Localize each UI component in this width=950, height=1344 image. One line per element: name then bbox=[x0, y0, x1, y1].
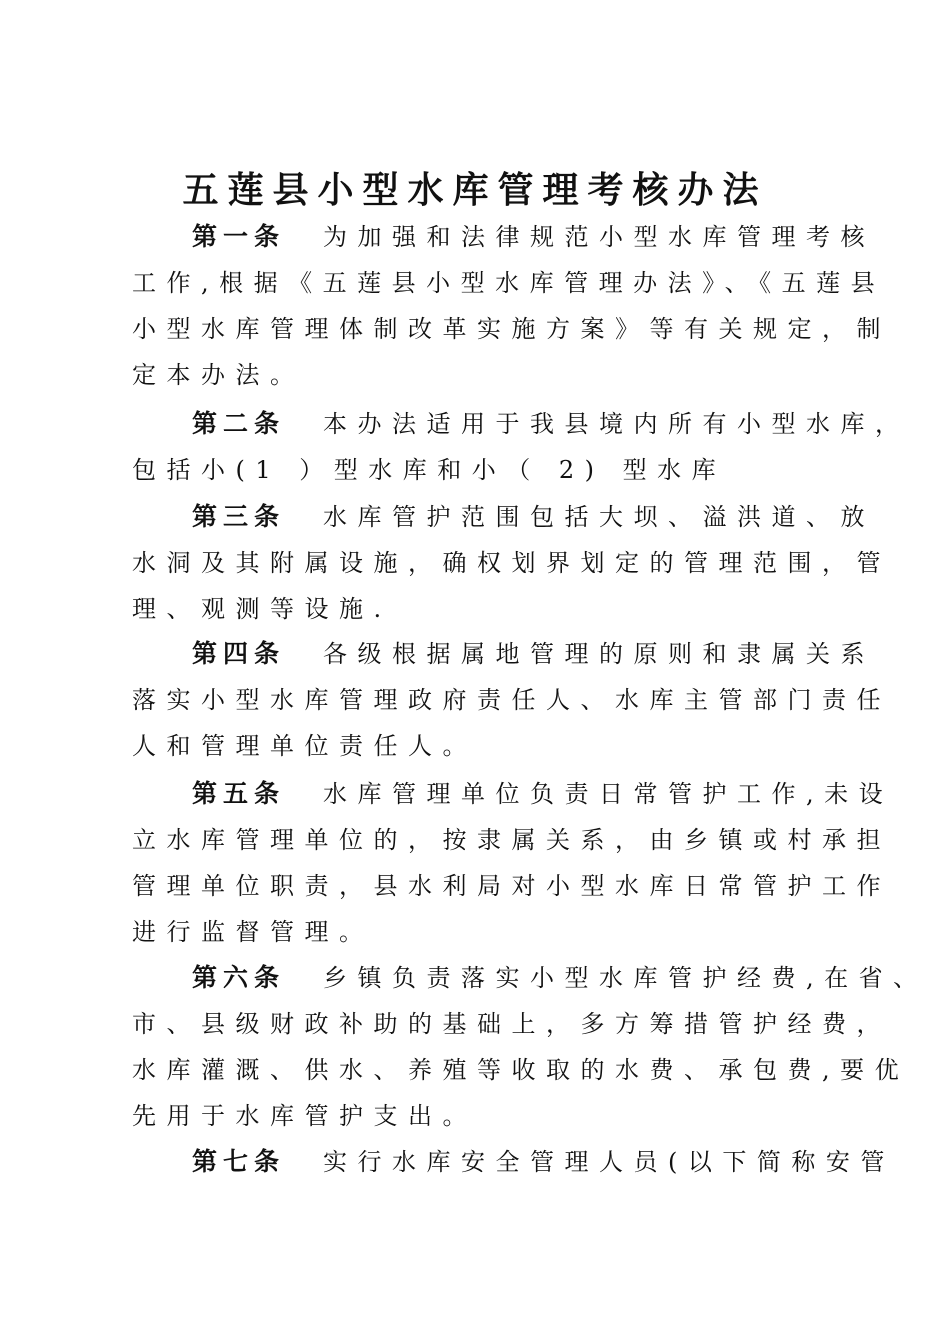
article-3-first-line bbox=[192, 494, 876, 540]
article-7-text-start: 实行水库安全管理人员(以下简称安管 bbox=[323, 1148, 895, 1176]
article-4-line: 落实小型水库管理政府责任人、水库主管部门责任 bbox=[132, 686, 891, 714]
article-7-first-line bbox=[192, 1139, 895, 1185]
article-4-line: 人和管理单位责任人。 bbox=[132, 732, 477, 760]
article-5-line: 进行监督管理。 bbox=[132, 918, 374, 946]
article-7-label: 第七条 bbox=[192, 1147, 286, 1176]
article-2-line: 包括小(1 ）型水库和小（ 2) 型水库 bbox=[132, 456, 727, 484]
article-5-line: 管理单位职责，县水利局对小型水库日常管护工作 bbox=[132, 872, 891, 900]
article-6-label: 第六条 bbox=[192, 963, 286, 992]
article-1-line: 定本办法。 bbox=[132, 361, 305, 389]
article-6-line: 先用于水库管护支出。 bbox=[132, 1102, 477, 1130]
article-5-line: 立水库管理单位的，按隶属关系，由乡镇或村承担 bbox=[132, 826, 891, 854]
article-6-first-line bbox=[192, 955, 928, 1001]
document-title: 五莲县小型水库管理考核办法 bbox=[182, 169, 768, 211]
article-2-label: 第二条 bbox=[192, 409, 286, 438]
article-1-label: 第一条 bbox=[192, 222, 286, 251]
article-3-line: 理、观测等设施. bbox=[132, 595, 392, 623]
article-6-line: 市、县级财政补助的基础上，多方筹措管护经费， bbox=[132, 1010, 891, 1038]
article-6-text-start: 乡镇负责落实小型水库管护经费,在省、 bbox=[323, 964, 928, 992]
article-2-text-start: 本办法适用于我县境内所有小型水库， bbox=[323, 410, 910, 438]
article-1-line: 工作,根据《五莲县小型水库管理办法》、《五莲县 bbox=[132, 269, 886, 297]
article-5-first-line bbox=[192, 771, 894, 817]
article-1-text-start: 为加强和法律规范小型水库管理考核 bbox=[323, 223, 876, 251]
article-1-first-line bbox=[192, 214, 876, 260]
article-4-label: 第四条 bbox=[192, 639, 286, 668]
article-1-line: 小型水库管理体制改革实施方案》等有关规定，制 bbox=[132, 315, 891, 343]
article-6-line: 水库灌溉、供水、养殖等收取的水费、承包费,要优 bbox=[132, 1056, 910, 1084]
article-4-first-line bbox=[192, 631, 876, 677]
article-2-first-line bbox=[192, 401, 910, 447]
article-3-text-start: 水库管护范围包括大坝、溢洪道、放 bbox=[323, 503, 876, 531]
article-5-label: 第五条 bbox=[192, 779, 286, 808]
article-4-text-start: 各级根据属地管理的原则和隶属关系 bbox=[323, 640, 876, 668]
article-3-label: 第三条 bbox=[192, 502, 286, 531]
article-5-text-start: 水库管理单位负责日常管护工作,未设 bbox=[323, 780, 894, 808]
article-3-line: 水洞及其附属设施，确权划界划定的管理范围，管 bbox=[132, 549, 891, 577]
